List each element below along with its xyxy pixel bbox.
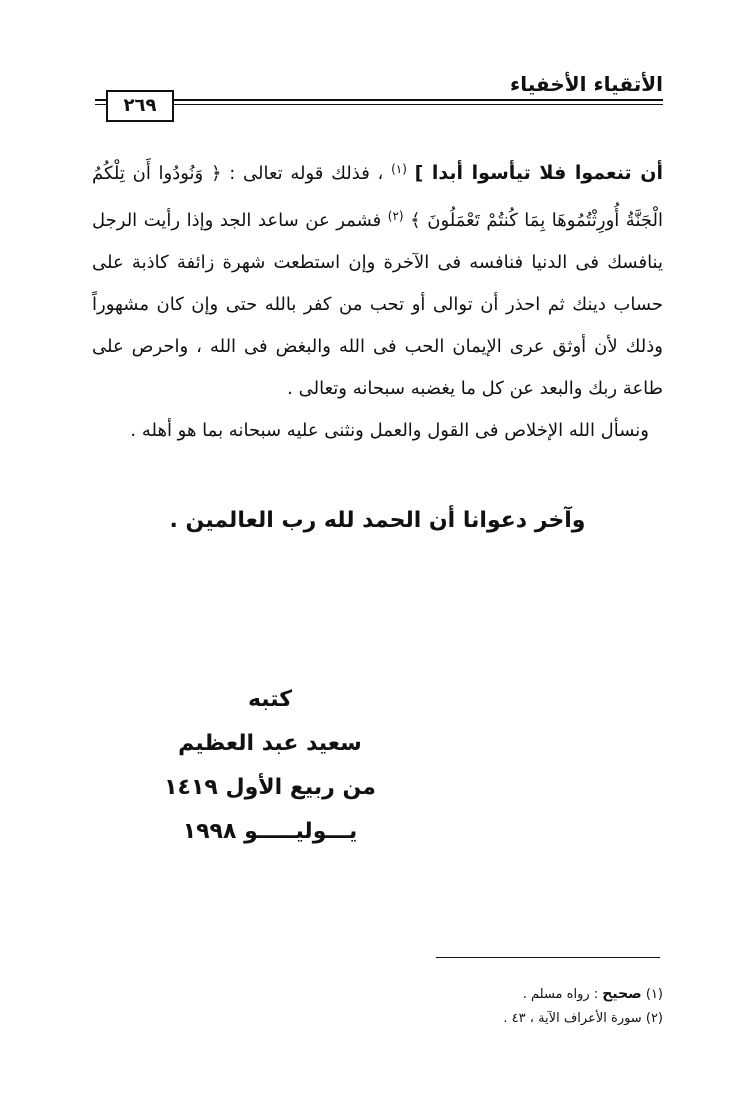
footnote-2-number: (٢) [645,1011,663,1026]
header-rule-thin [95,104,663,105]
running-header-title: الأتقياء الأخفياء [510,72,663,96]
footnote-2-text: سورة الأعراف الآية ، ٤٣ . [503,1011,642,1026]
text-segment: ، فذلك قوله تعالى : ﴿ [210,163,384,184]
text-segment: فشمر عن ساعد الجد وإذا رأيت الرجل ينافسك فى الدنيا فنافسه فى الآخرة وإن استطعت شهرة زائفة كاذبة على حساب دينك ثم احذر أن توالى أو تحب من كفر بالله حتى وإن كان مشهوراً وذلك لأن أوثق عرى الإيمان الحب فى الله والبغض فى الله ، واحرص على طاعة ربك والبعد عن كل ما يغضبه سبحانه وتعالى . [92,210,663,399]
footnote-1-grade: صحيح [602,986,642,1002]
paragraph-2: ونسأل الله الإخلاص فى القول والعمل ونثنى عليه سبحانه بما هو أهله . [130,420,649,441]
closing-dua: وآخر دعوانا أن الحمد لله رب العالمين . [169,508,586,533]
page-number-box: ٢٦٩ [106,90,174,122]
footnote-1 [300,982,663,1007]
body-text [92,148,663,452]
footnote-separator [436,957,660,958]
signature-written-by: كتبه [247,687,293,712]
paragraph-1 [92,148,663,410]
header-rule [95,99,663,101]
footnote-1-text: : رواه مسلم . [522,987,599,1002]
footnotes [300,982,663,1031]
hadith-quote-end: أن تنعموا فلا تيأسوا أبدا ] [414,162,663,184]
quran-verse: وَنُودُوا أَن تِلْكُمُ الْجَنَّةُ أُورِثْتُمُوهَا بِمَا كُنتُمْ تَعْمَلُونَ [92,163,663,231]
signature-hijri-date: من ربيع الأول ١٤١٩ [164,775,376,800]
signature-block [150,678,390,854]
footnote-ref-2: (٢) [387,209,404,223]
signature-gregorian-date: يـــوليـــــو ١٩٩٨ [182,819,358,844]
footnote-ref-1: (١) [391,162,407,176]
footnote-2 [300,1007,663,1031]
footnote-1-number: (١) [645,987,663,1002]
signature-author: سعيد عبد العظيم [178,731,362,756]
verse-close-bracket: ﴾ [410,210,421,231]
